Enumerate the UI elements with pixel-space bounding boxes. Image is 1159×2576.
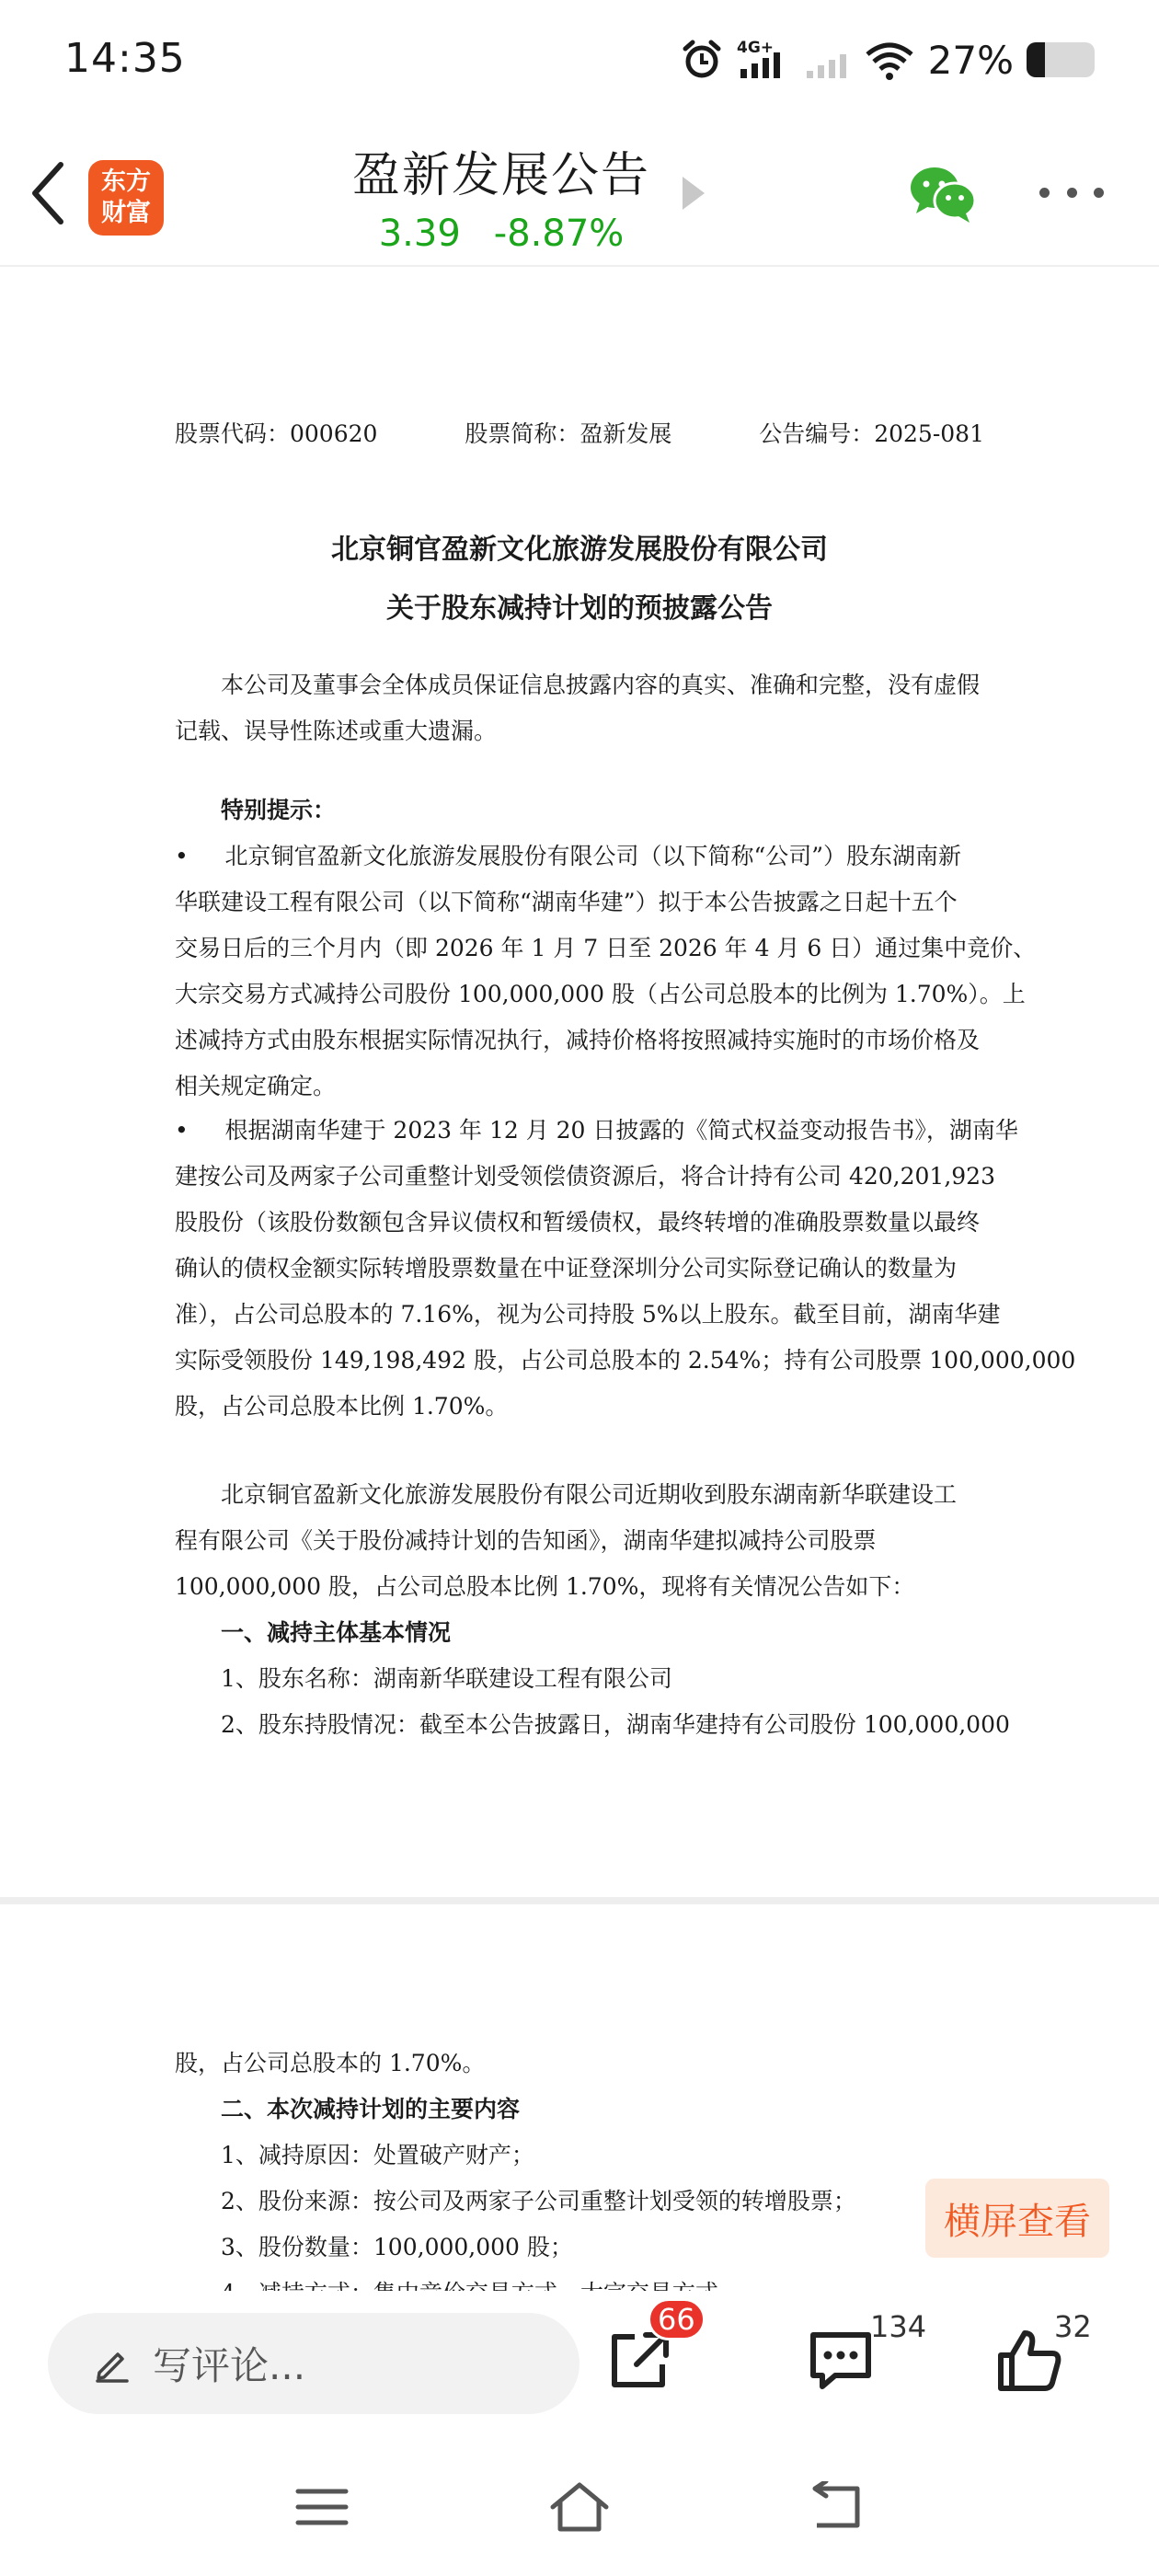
notice-bullet-1 [175,834,1037,1110]
more-dot-icon [1094,188,1104,198]
bullet-line: 述减持方式由股东根据实际情况执行，减持价格将按照减持实施时的市场价格及 [175,1027,981,1053]
wifi-icon [864,38,915,82]
menu-nav-button[interactable] [285,2475,359,2539]
comment-placeholder: 写评论... [153,2343,306,2388]
section1-item-2: 2、股东持股情况：截至本公告披露日，湖南华建持有公司股份 100,000,000 [221,1711,1010,1738]
stock-title: 盈新发展公告 [351,148,650,203]
intro-paragraph [175,1472,984,1610]
bullet-line: 实际受领股份 149,198,492 股，占公司总股本的 2.54%；持有公司股票 100,000,000 [175,1347,1076,1374]
section2-item-2: 2、股份来源：按公司及两家子公司重整计划受领的转增股票； [221,2188,856,2214]
stock-title-block[interactable] [331,136,671,255]
disclaimer-paragraph [175,662,984,754]
signal-4g-icon [737,38,792,82]
section1-heading: 一、减持主体基本情况 [221,1619,452,1646]
bullet-text: 北京铜官盈新文化旅游发展股份有限公司（以下简称“公司”）股东湖南新 [224,843,962,869]
signal-sim2-icon [805,38,851,82]
stock-change: -8.87% [493,213,625,255]
bullet-text: 根据湖南华建于 2023 年 12 月 20 日披露的《简式权益变动报告书》，湖南华 [224,1117,1018,1144]
pencil-icon [92,2343,132,2384]
battery-fill [1027,42,1045,77]
logo-text-bottom: 财富 [101,199,151,227]
bullet-line: 准），占公司总股本的 7.16%，视为公司持股 5%以上股东。截至目前，湖南华建 [175,1301,1001,1328]
more-dot-icon [1067,188,1077,198]
disclaimer-line: 本公司及董事会全体成员保证信息披露内容的真实、准确和完整，没有虚假 [221,672,981,698]
like-count: 32 [1054,2309,1092,2344]
app-header [0,129,1159,267]
more-dot-icon [1039,188,1050,198]
bullet-line: 华联建设工程有限公司（以下简称“湖南华建”）拟于本公告披露之日起十五个 [175,889,958,915]
chevron-left-icon [29,161,66,225]
disclaimer-line: 记载、误导性陈述或重大遗漏。 [175,718,498,744]
back-button[interactable] [20,156,75,230]
bullet-dot: • [175,843,189,869]
status-time: 14:35 [64,35,186,82]
comment-input[interactable] [48,2313,580,2414]
share-button[interactable] [603,2302,695,2407]
bullet-line [175,1108,1018,1154]
comments-button[interactable] [804,2309,927,2407]
status-bar [0,0,1159,120]
document-title-company: 北京铜官盈新文化旅游发展股份有限公司 [331,534,828,566]
app-logo[interactable] [88,160,164,236]
more-options-button[interactable] [1039,178,1104,206]
bullet-line: 交易日后的三个月内（即 2026 年 1 月 7 日至 2026 年 4 月 6 日）通过集中竞价、 [175,935,1037,961]
network-type: 4G+ [736,39,774,57]
intro-line: 北京铜官盈新文化旅游发展股份有限公司近期收到股东湖南新华联建设工 [221,1481,958,1508]
back-nav-button[interactable] [800,2475,874,2539]
like-button[interactable] [993,2309,1092,2407]
intro-line: 100,000,000 股，占公司总股本比例 1.70%，现将有关情况公告如下： [175,1573,915,1600]
document-title-subject: 关于股东减持计划的预披露公告 [386,592,773,625]
alarm-icon [680,38,724,82]
bullet-line: 股，占公司总股本比例 1.70%。 [175,1393,509,1420]
back-arrow-icon [808,2481,866,2533]
status-icons [680,37,1095,83]
notice-bullet-2 [175,1108,1076,1430]
home-nav-button[interactable] [543,2475,616,2539]
comment-bubble-icon [804,2324,878,2398]
battery-percent: 27% [927,37,1014,83]
wechat-icon [909,164,977,224]
stock-price: 3.39 [378,213,461,255]
logo-text-top: 东方 [101,167,151,196]
bullet-line: 股股份（该股份数额包含异议债权和暂缓债权，最终转增的准确股票数量以最终 [175,1209,981,1236]
special-notice-heading: 特别提示： [221,797,337,823]
intro-line: 程有限公司《关于股份减持计划的告知函》，湖南华建拟减持公司股票 [175,1527,877,1554]
play-arrow-icon[interactable] [683,177,705,210]
stock-short-name: 股票简称：盈新发展 [465,420,672,447]
section2-item-3: 3、股份数量：100,000,000 股； [221,2234,573,2260]
section1-item-1: 1、股东名称：湖南新华联建设工程有限公司 [221,1665,672,1692]
section2-heading: 二、本次减持计划的主要内容 [221,2096,521,2122]
landscape-view-button[interactable]: 横屏查看 [925,2179,1109,2258]
wechat-share-button[interactable] [909,164,977,224]
page-divider [0,1897,1159,1904]
bottom-action-bar [0,2291,1159,2438]
bullet-line: 相关规定确定。 [175,1073,337,1099]
bullet-line: 大宗交易方式减持公司股份 100,000,000 股（占公司总股本的比例为 1.70%）。上 [175,981,1026,1007]
bullet-line [175,834,984,880]
section2-item-1: 1、减持原因：处置破产财产； [221,2142,534,2168]
bullet-line: 确认的债权金额实际转增股票数量在中证登深圳分公司实际登记确认的数量为 [175,1255,958,1282]
stock-code: 股票代码：000620 [175,420,378,447]
bullet-dot: • [175,1117,189,1144]
battery-icon [1027,42,1095,77]
notice-number: 公告编号：2025-081 [759,420,984,447]
home-icon [547,2479,612,2535]
comment-count: 134 [870,2309,927,2344]
bullet-line: 建按公司及两家子公司重整计划受领偿债资源后，将合计持有公司 420,201,923 [175,1163,995,1190]
menu-icon [294,2484,350,2530]
document-meta-row [175,416,984,449]
system-nav-bar [0,2438,1159,2576]
stock-quote [331,213,671,255]
share-count-badge: 66 [648,2298,706,2340]
page2-first-line: 股，占公司总股本的 1.70%。 [175,2050,486,2076]
